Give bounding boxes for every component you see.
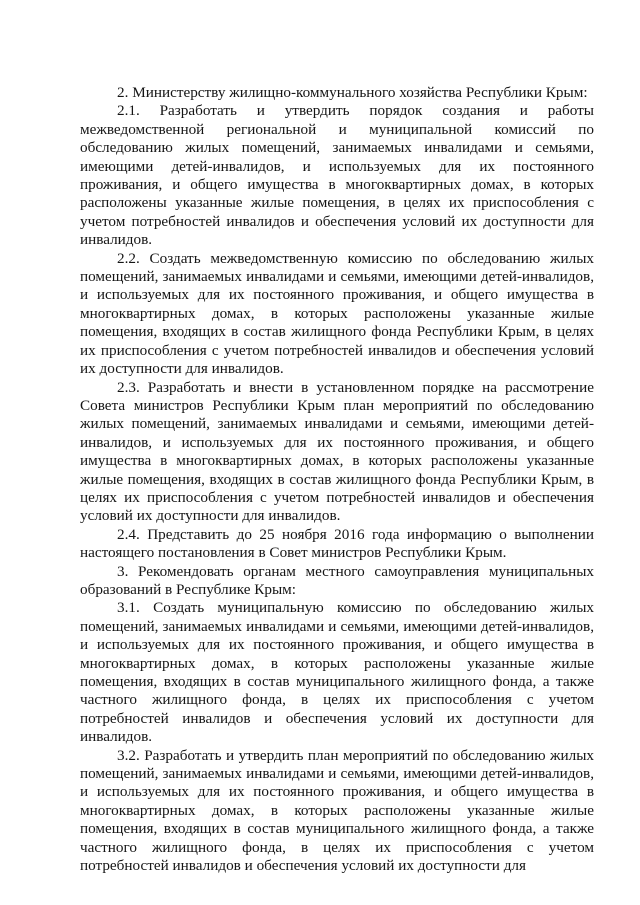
paragraph-3-2: 3.2. Разработать и утвердить план мероприятий по обследованию жилых помещений, занимаемых инвалидами и семьями, имеющими детей-инвалидов, и используемых для их постоянного проживания, и общего имущества в многоквартирных домах, в которых расположены указанные жилые помещения, входящих в состав муниципального жилищного фонда, а также частного жилищного фонда, в целях их приспособления с учетом потребностей инвалидов и обеспечения условий их доступности для xyxy=(80,746,594,875)
paragraph-3-1: 3.1. Создать муниципальную комиссию по обследованию жилых помещений, занимаемых инвалидами и семьями, имеющими детей-инвалидов, и используемых для их постоянного проживания, и общего имущества в многоквартирных домах, в которых расположены указанные жилые помещения, входящих в состав муниципального жилищного фонда, а также частного жилищного фонда, в целях их приспособления с учетом потребностей инвалидов и обеспечения условий их доступности для инвалидов. xyxy=(80,599,594,746)
paragraph-2-2: 2.2. Создать межведомственную комиссию по обследованию жилых помещений, занимаемых инвалидами и семьями, имеющими детей-инвалидов, и используемых для их постоянного проживания, и общего имущества в многоквартирных домах, в которых расположены указанные жилые помещения, входящих в состав жилищного фонда Республики Крым, в целях их приспособления с учетом потребностей инвалидов и обеспечения условий их доступности для инвалидов. xyxy=(80,249,594,378)
paragraph-2-4: 2.4. Представить до 25 ноября 2016 года информацию о выполнении настоящего постановления в Совет министров Республики Крым. xyxy=(80,525,594,562)
paragraph-2: 2. Министерству жилищно-коммунального хозяйства Республики Крым: xyxy=(117,84,588,101)
paragraph-2-3: 2.3. Разработать и внести в установленном порядке на рассмотрение Совета министров Республики Крым план мероприятий по обследованию жилых помещений, занимаемых инвалидами и семьями, имеющими детей-инвалидов, и используемых для их постоянного проживания, и общего имущества в многоквартирных домах, в которых расположены указанные жилые помещения, входящих в состав жилищного фонда Республики Крым, в целях их приспособления с учетом потребностей инвалидов и обеспечения условий их доступности для инвалидов. xyxy=(80,378,594,525)
document-body xyxy=(80,84,594,875)
paragraph-2-1: 2.1. Разработать и утвердить порядок создания и работы межведомственной региональной и муниципальной комиссий по обследованию жилых помещений, занимаемых инвалидами и семьями, имеющими детей-инвалидов, и используемых для их постоянного проживания, и общего имущества в многоквартирных домах, в которых расположены указанные жилые помещения, в целях их приспособления с учетом потребностей инвалидов и обеспечения условий их доступности для инвалидов. xyxy=(80,102,594,249)
paragraph-3: 3. Рекомендовать органам местного самоуправления муниципальных образований в Республике Крым: xyxy=(80,562,594,598)
